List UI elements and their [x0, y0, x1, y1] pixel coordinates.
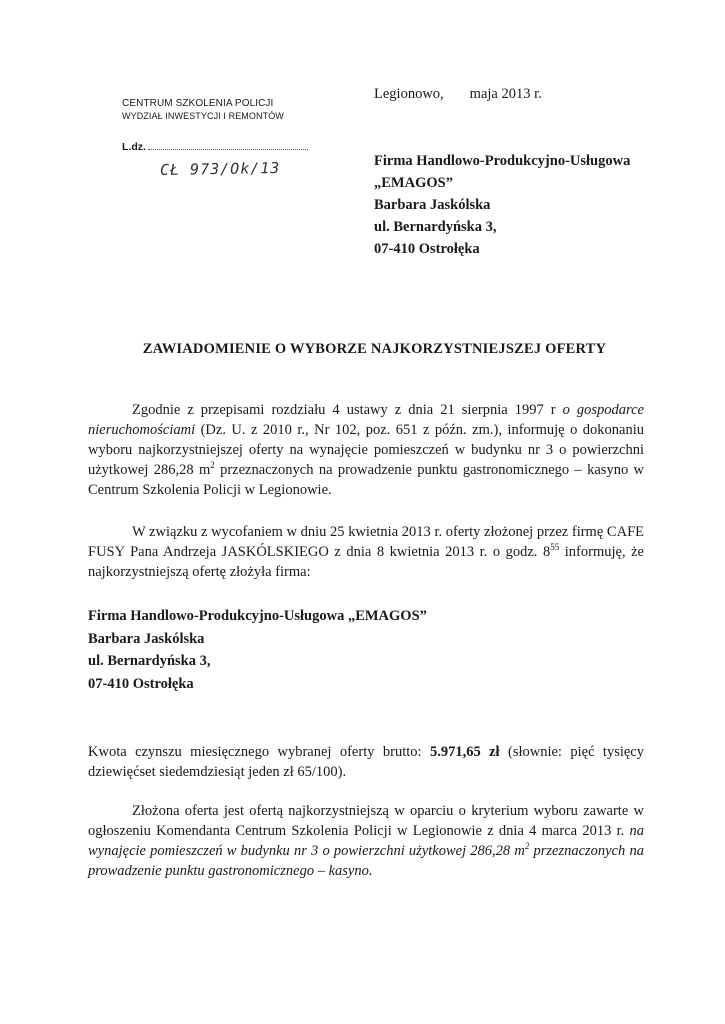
firm-owner: Barbara Jaskólska [88, 630, 205, 647]
addressee-brand: „EMAGOS” [374, 175, 453, 191]
firm-street: ul. Bernardyńska 3, [88, 653, 211, 669]
reference-number-line [122, 141, 308, 153]
paragraph-2: W związku z wycofaniem w dniu 25 kwietnia 2013 r. oferty złożonej przez firmę CAFE FUSY Pana Andrzeja JASKÓLSKIEGO z dnia 8 kwietnia 2013 r. o godz. $8^{55}$ informuję, że najkorzystniejszą ofertę złożyła firma: [88, 524, 644, 580]
place: Legionowo, [374, 86, 444, 102]
place-and-date [374, 86, 542, 103]
reference-dotted-line [148, 149, 308, 150]
handwritten-reference: CŁ 973/Ok/13 [159, 158, 281, 180]
act-title: o gospodarce nieruchomościami [88, 402, 644, 438]
reference-label: L.dz. [122, 141, 146, 153]
date-month-year: maja 2013 r. [469, 86, 542, 102]
selected-firm-block [88, 605, 427, 695]
addressee-company: Firma Handlowo-Produkcyjno-Usługowa [374, 153, 631, 169]
sender-department: WYDZIAŁ INWESTYCJI I REMONTÓW [122, 111, 284, 121]
sender-stamp [122, 98, 284, 122]
document-title: ZAWIADOMIENIE O WYBORZE NAJKORZYSTNIEJSZEJ OFERTY [142, 341, 607, 357]
paragraph-justification: Złożona oferta jest ofertą najkorzystniejszą w oparciu o kryterium wyboru zawarte w ogłoszeniu Komendanta Centrum Szkolenia Policji w Legionowie z dnia 4 marca 2013 r. na wynajęcie pomieszczeń w budynku nr 3 o powierzchni użytkowej 286,28 $m^2$ przeznaczonych na prowadzenie punktu gastronomicznego – kasyno. [88, 803, 644, 879]
addressee-city: 07-410 Ostrołęka [374, 241, 480, 257]
firm-city: 07-410 Ostrołęka [88, 675, 194, 692]
rent-amount: 5.971,65 zł [429, 744, 500, 760]
addressee-owner: Barbara Jaskólska [374, 197, 491, 213]
paragraph-rent-amount: Kwota czynszu miesięcznego wybranej oferty brutto: 5.971,65 zł (słownie: pięć tysięcy dziewięćset siedemdziesiąt jeden zł 65/100). [88, 744, 644, 780]
addressee-block [374, 150, 630, 260]
sender-institution: CENTRUM SZKOLENIA POLICJI [122, 98, 274, 109]
firm-name: Firma Handlowo-Produkcyjno-Usługowa „EMAGOS” [88, 608, 427, 624]
paragraph-1: Zgodnie z przepisami rozdziału 4 ustawy z dnia 21 sierpnia 1997 r o gospodarce nieruchomościami (Dz. U. z 2010 r., Nr 102, poz. 651 z późn. zm.), informuję o dokonaniu wyboru najkorzystniejszej oferty na wynajęcie pomieszczeń w budynku nr 3 o powierzchni użytkowej 286,28 $m^2$ przeznaczonych na prowadzenie punktu gastronomicznego – kasyno w Centrum Szkolenia Policji w Legionowie. [88, 402, 645, 498]
addressee-street: ul. Bernardyńska 3, [374, 219, 497, 235]
